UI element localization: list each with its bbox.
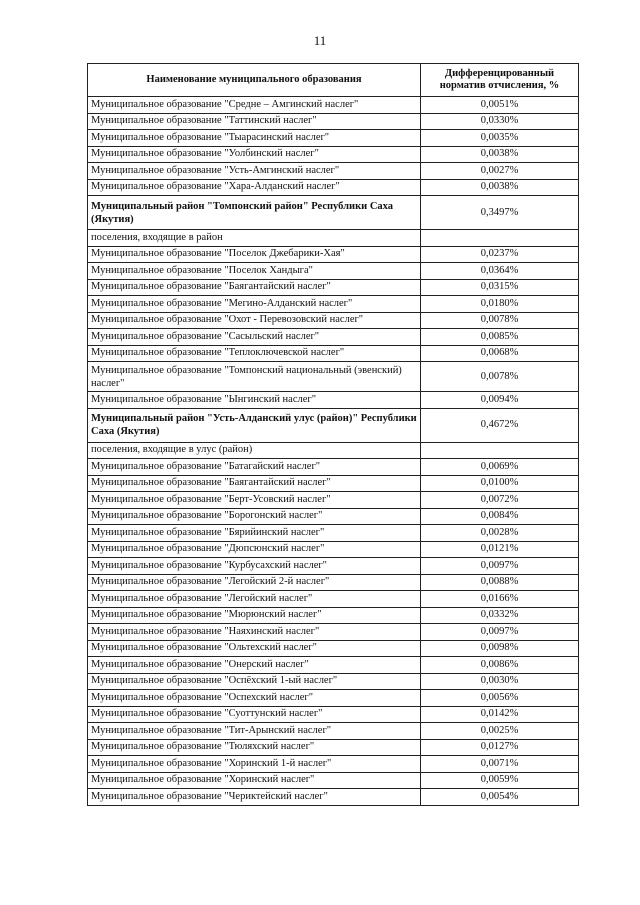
municipality-name: Муниципальное образование "Берт-Усовский наслег" bbox=[88, 492, 421, 509]
table-row bbox=[88, 591, 579, 608]
deduction-norm-value: 0,0332% bbox=[421, 607, 579, 624]
deduction-norm-value: 0,0094% bbox=[421, 392, 579, 409]
municipality-name: Муниципальное образование "Уолбинский наслег" bbox=[88, 146, 421, 163]
deduction-norm-value: 0,0028% bbox=[421, 525, 579, 542]
municipality-name: Муниципальное образование "Таттинский наслег" bbox=[88, 113, 421, 130]
deduction-norm-value: 0,0038% bbox=[421, 179, 579, 196]
deduction-norm-value bbox=[421, 230, 579, 247]
table-row bbox=[88, 789, 579, 806]
table-row bbox=[88, 296, 579, 313]
deduction-norm-value: 0,0035% bbox=[421, 130, 579, 147]
deduction-norm-value: 0,0084% bbox=[421, 508, 579, 525]
table-row bbox=[88, 541, 579, 558]
table-row bbox=[88, 756, 579, 773]
subheading-row bbox=[88, 230, 579, 247]
municipality-name: Муниципальное образование "Наяхинский наслег" bbox=[88, 624, 421, 641]
deduction-norm-value: 0,0180% bbox=[421, 296, 579, 313]
municipality-name: Муниципальное образование "Хара-Алданский наслег" bbox=[88, 179, 421, 196]
district-row bbox=[88, 196, 579, 230]
table-row bbox=[88, 345, 579, 362]
municipality-name: Муниципальное образование "Бярийинский наслег" bbox=[88, 525, 421, 542]
municipality-name: Муниципальный район "Усть-Алданский улус (район)" Республики Саха (Якутия) bbox=[88, 408, 421, 442]
municipality-name: Муниципальное образование "Батагайский наслег" bbox=[88, 459, 421, 476]
table-row bbox=[88, 558, 579, 575]
deduction-norm-value: 0,0068% bbox=[421, 345, 579, 362]
table-row bbox=[88, 690, 579, 707]
municipality-name: Муниципальное образование "Сасыльский наслег" bbox=[88, 329, 421, 346]
table-row bbox=[88, 723, 579, 740]
municipality-name: Муниципальное образование "Средне – Амгинский наслег" bbox=[88, 97, 421, 114]
subheading-row bbox=[88, 442, 579, 459]
deduction-norm-value: 0,0088% bbox=[421, 574, 579, 591]
table-row bbox=[88, 146, 579, 163]
municipality-name: Муниципальное образование "Легойский 2-й наслег" bbox=[88, 574, 421, 591]
municipality-name: Муниципальное образование "Курбусахский наслег" bbox=[88, 558, 421, 575]
deduction-norm-value: 0,0072% bbox=[421, 492, 579, 509]
page-number: 11 bbox=[313, 33, 327, 48]
municipality-name: Муниципальное образование "Томпонский национальный (эвенский) наслег" bbox=[88, 362, 421, 392]
table-row bbox=[88, 362, 579, 392]
municipality-name: Муниципальное образование "Ынгинский наслег" bbox=[88, 392, 421, 409]
deduction-norm-value: 0,0056% bbox=[421, 690, 579, 707]
deduction-norm-value: 0,0030% bbox=[421, 673, 579, 690]
municipality-name: Муниципальное образование "Дюпсюнский наслег" bbox=[88, 541, 421, 558]
table-row bbox=[88, 392, 579, 409]
table-row bbox=[88, 459, 579, 476]
deduction-norm-value bbox=[421, 442, 579, 459]
table-row bbox=[88, 97, 579, 114]
table-row bbox=[88, 130, 579, 147]
municipality-name: Муниципальное образование "Тюляхский наслег" bbox=[88, 739, 421, 756]
municipality-name: Муниципальное образование "Тит-Арынский наслег" bbox=[88, 723, 421, 740]
deduction-norms-table bbox=[87, 63, 579, 806]
municipality-name: Муниципальное образование "Хоринский наслег" bbox=[88, 772, 421, 789]
municipality-name: Муниципальное образование "Оспехский наслег" bbox=[88, 690, 421, 707]
municipality-name: поселения, входящие в улус (район) bbox=[88, 442, 421, 459]
municipality-name: Муниципальное образование "Теплоключевской наслег" bbox=[88, 345, 421, 362]
deduction-norm-value: 0,0097% bbox=[421, 558, 579, 575]
deduction-norm-value: 0,0027% bbox=[421, 163, 579, 180]
table-body bbox=[88, 97, 579, 806]
municipality-name: поселения, входящие в район bbox=[88, 230, 421, 247]
municipality-name: Муниципальное образование "Баягантайский наслег" bbox=[88, 475, 421, 492]
table-row bbox=[88, 673, 579, 690]
header-municipality-name: Наименование муниципального образования bbox=[88, 64, 421, 97]
table-row bbox=[88, 279, 579, 296]
table-row bbox=[88, 706, 579, 723]
table-row bbox=[88, 263, 579, 280]
deduction-norm-value: 0,0142% bbox=[421, 706, 579, 723]
deduction-norm-value: 0,0121% bbox=[421, 541, 579, 558]
table-row bbox=[88, 607, 579, 624]
deduction-norm-value: 0,0071% bbox=[421, 756, 579, 773]
deduction-norm-value: 0,0038% bbox=[421, 146, 579, 163]
table-row bbox=[88, 179, 579, 196]
table-row bbox=[88, 657, 579, 674]
municipality-name: Муниципальное образование "Мюрюнский наслег" bbox=[88, 607, 421, 624]
deduction-norm-value: 0,0086% bbox=[421, 657, 579, 674]
municipality-name: Муниципальное образование "Поселок Хандыга" bbox=[88, 263, 421, 280]
deduction-norm-value: 0,0100% bbox=[421, 475, 579, 492]
municipality-name: Муниципальное образование "Охот - Перевозовский наслег" bbox=[88, 312, 421, 329]
deduction-norm-value: 0,0078% bbox=[421, 312, 579, 329]
table-row bbox=[88, 329, 579, 346]
deduction-norm-value: 0,0237% bbox=[421, 246, 579, 263]
municipality-name: Муниципальное образование "Оспёхский 1-ый наслег" bbox=[88, 673, 421, 690]
table-header-row bbox=[88, 64, 579, 97]
deduction-norm-value: 0,0097% bbox=[421, 624, 579, 641]
deduction-norm-value: 0,0330% bbox=[421, 113, 579, 130]
deduction-norm-value: 0,0054% bbox=[421, 789, 579, 806]
deduction-norm-value: 0,4672% bbox=[421, 408, 579, 442]
municipality-name: Муниципальное образование "Онерский наслег" bbox=[88, 657, 421, 674]
table-row bbox=[88, 624, 579, 641]
table-row bbox=[88, 475, 579, 492]
municipality-name: Муниципальное образование "Усть-Амгинский наслег" bbox=[88, 163, 421, 180]
table-row bbox=[88, 739, 579, 756]
table-row bbox=[88, 508, 579, 525]
table-row bbox=[88, 640, 579, 657]
deduction-norm-value: 0,0059% bbox=[421, 772, 579, 789]
municipality-name: Муниципальное образование "Мегино-Алданский наслег" bbox=[88, 296, 421, 313]
deduction-norm-value: 0,0078% bbox=[421, 362, 579, 392]
deduction-norm-value: 0,0069% bbox=[421, 459, 579, 476]
deduction-norm-value: 0,3497% bbox=[421, 196, 579, 230]
table-row bbox=[88, 772, 579, 789]
table-row bbox=[88, 246, 579, 263]
municipality-name: Муниципальное образование "Борогонский наслег" bbox=[88, 508, 421, 525]
deduction-norm-value: 0,0127% bbox=[421, 739, 579, 756]
deduction-norm-value: 0,0315% bbox=[421, 279, 579, 296]
table-row bbox=[88, 312, 579, 329]
table-row bbox=[88, 574, 579, 591]
deduction-norm-value: 0,0025% bbox=[421, 723, 579, 740]
municipality-name: Муниципальное образование "Баягантайский наслег" bbox=[88, 279, 421, 296]
municipality-name: Муниципальное образование "Суоттунский наслег" bbox=[88, 706, 421, 723]
municipality-name: Муниципальное образование "Ольтехский наслег" bbox=[88, 640, 421, 657]
table-row bbox=[88, 492, 579, 509]
deduction-norm-value: 0,0364% bbox=[421, 263, 579, 280]
deduction-norm-value: 0,0098% bbox=[421, 640, 579, 657]
table-row bbox=[88, 525, 579, 542]
municipality-name: Муниципальное образование "Поселок Джебарики-Хая" bbox=[88, 246, 421, 263]
municipality-name: Муниципальное образование "Хоринский 1-й наслег" bbox=[88, 756, 421, 773]
deduction-norm-value: 0,0051% bbox=[421, 97, 579, 114]
deduction-norm-value: 0,0085% bbox=[421, 329, 579, 346]
district-row bbox=[88, 408, 579, 442]
header-deduction-norm: Дифференцированный норматив отчисления, % bbox=[421, 64, 579, 97]
municipality-name: Муниципальное образование "Легойский наслег" bbox=[88, 591, 421, 608]
municipality-name: Муниципальный район "Томпонский район" Республики Саха (Якутия) bbox=[88, 196, 421, 230]
table-row bbox=[88, 163, 579, 180]
municipality-name: Муниципальное образование "Тыарасинский наслег" bbox=[88, 130, 421, 147]
table-row bbox=[88, 113, 579, 130]
municipality-name: Муниципальное образование "Чериктейский наслег" bbox=[88, 789, 421, 806]
deduction-norm-value: 0,0166% bbox=[421, 591, 579, 608]
